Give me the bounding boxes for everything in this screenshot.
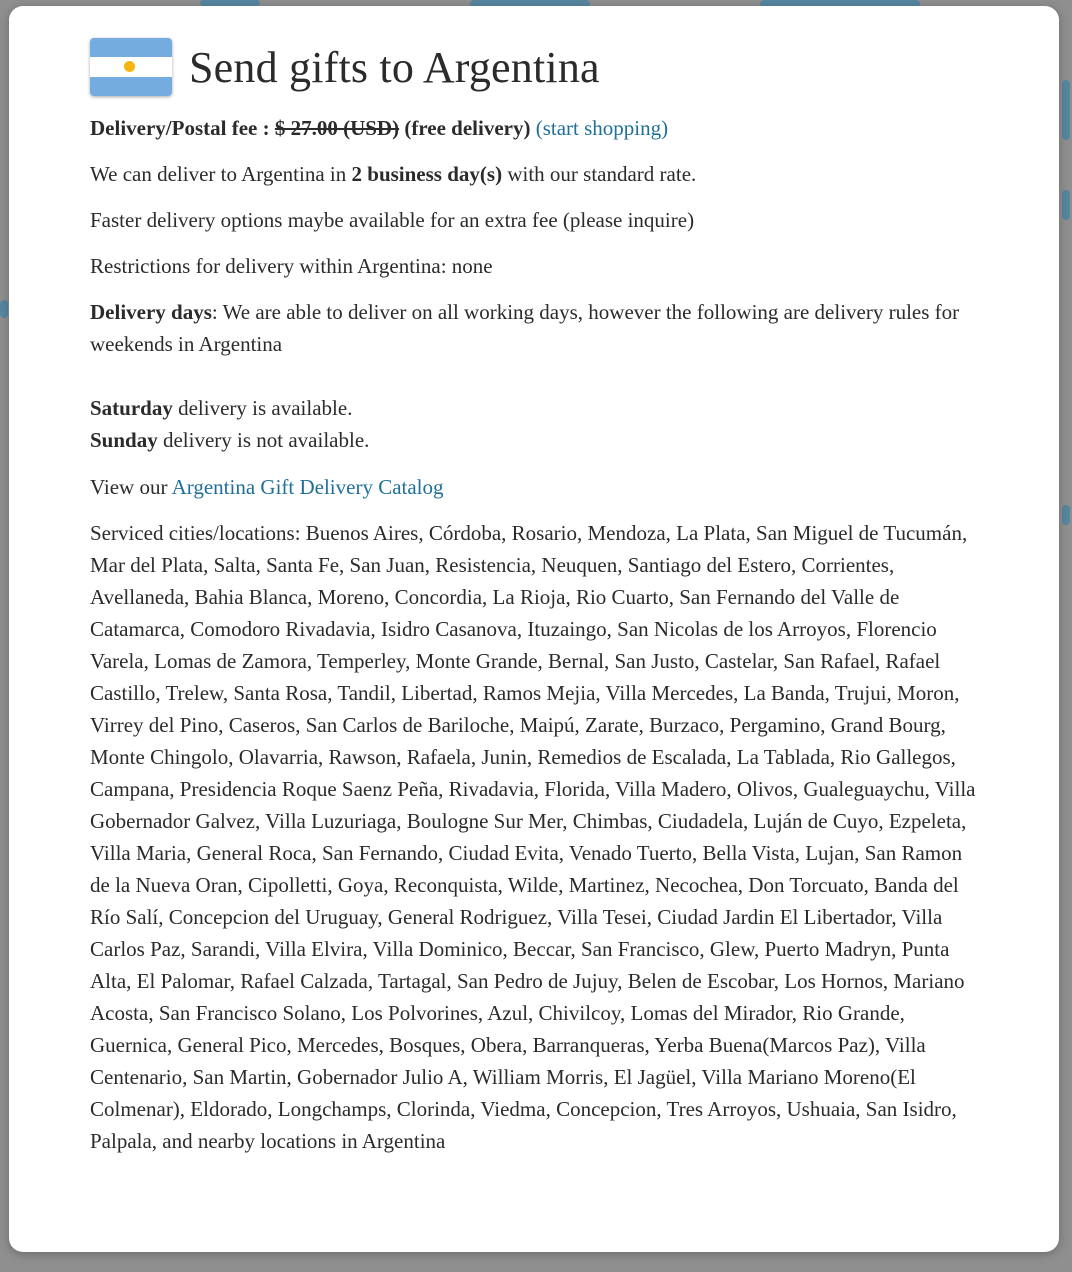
saturday-label: Saturday (90, 396, 173, 420)
business-days-count: 2 business day(s) (351, 162, 503, 186)
business-days-prefix: We can deliver to Argentina in (90, 162, 352, 186)
saturday-delivery-line (90, 392, 985, 424)
original-delivery-price: $ 27.00 (USD) (274, 116, 400, 140)
catalog-prefix: View our (90, 475, 172, 499)
paren-close: ) (661, 116, 669, 140)
faster-delivery-text: Faster delivery options maybe available for an extra fee (please inquire) (90, 208, 695, 232)
saturday-status: delivery is available. (172, 396, 353, 420)
start-shopping-link[interactable]: start shopping (542, 116, 662, 140)
sunday-status: delivery is not available. (157, 428, 370, 452)
delivery-days-text (90, 296, 985, 360)
business-days-line (90, 158, 985, 190)
flag-band-bottom (90, 77, 172, 96)
shipping-info-modal (9, 6, 1059, 1252)
background-decoration (1062, 80, 1070, 140)
background-decoration (0, 300, 8, 318)
sunday-delivery-line (90, 424, 985, 456)
argentina-flag-icon (90, 38, 172, 96)
paren-open: ( (535, 116, 543, 140)
flag-band-middle (90, 57, 172, 76)
spacer (90, 360, 985, 378)
modal-content (90, 32, 985, 1171)
spacer (90, 378, 985, 392)
delivery-days-label: Delivery days (90, 300, 212, 324)
flag-band-top (90, 38, 172, 57)
restrictions-text: Restrictions for delivery within Argentina: none (90, 254, 493, 278)
sunday-label: Sunday (90, 428, 158, 452)
flag-sun-icon (124, 61, 135, 72)
delivery-fee-label: Delivery/Postal fee : (90, 116, 270, 140)
serviced-cities-text: Serviced cities/locations: Buenos Aires, Córdoba, Rosario, Mendoza, La Plata, San Miguel de Tucumán, Mar del Plata, Salta, Santa Fe, San Juan, Resistencia, Neuquen, Santiago del Estero, Corrientes, Avellaneda, Bahia Blanca, Moreno, Concordia, La Rioja, Rio Cuarto, San Fernando del Valle de Catamarca, Comodoro Rivadavia, Isidro Casanova, Ituzaingo, San Nicolas de los Arroyos, Florencio Varela, Lomas de Zamora, Temperley, Monte Grande, Bernal, San Justo, Castelar, San Rafael, Rafael Castillo, Trelew, Santa Rosa, Tandil, Libertad, Ramos Mejia, Villa Mercedes, La Banda, Trujui, Moron, Virrey del Pino, Caseros, San Carlos de Bariloche, Maipú, Zarate, Burzaco, Pergamino, Grand Bourg, Monte Chingolo, Olavarria, Rawson, Rafaela, Junin, Remedios de Escalada, La Tablada, Rio Gallegos, Campana, Presidencia Roque Saenz Peña, Rivadavia, Florida, Villa Madero, Olivos, Gualeguaychu, Villa Gobernador Galvez, Villa Luzuriaga, Boulogne Sur Mer, Chimbas, Ciudadela, Luján de Cuyo, Ezpeleta, Villa Maria, General Roca, San Fernando, Ciudad Evita, Venado Tuerto, Bella Vista, Lujan, San Ramon de la Nueva Oran, Cipolletti, Goya, Reconquista, Wilde, Martinez, Necochea, Don Torcuato, Banda del Río Salí, Concepcion del Uruguay, General Rodriguez, Villa Tesei, Ciudad Jardin El Libertador, Villa Carlos Paz, Sarandi, Villa Elvira, Villa Dominico, Beccar, San Francisco, Glew, Puerto Madryn, Punta Alta, El Palomar, Rafael Calzada, Tartagal, San Pedro de Jujuy, Belen de Escobar, Los Hornos, Mariano Acosta, San Francisco Solano, Los Polvorines, Azul, Chivilcoy, Lomas del Mirador, Rio Grande, Guernica, General Pico, Mercedes, Bosques, Obera, Barranqueras, Yerba Buena(Marcos Paz), Villa Centenario, San Martin, Gobernador Julio A, William Morris, El Jagüel, Villa Mariano Moreno(El Colmenar), Eldorado, Longchamps, Clorinda, Viedma, Concepcion, Tres Arroyos, Ushuaia, San Isidro, Palpala, and nearby locations in Argentina (90, 521, 976, 1153)
title-row (90, 32, 985, 102)
business-days-suffix: with our standard rate. (502, 162, 697, 186)
delivery-fee-line (90, 112, 985, 144)
free-delivery-note: (free delivery) (404, 116, 531, 140)
catalog-link[interactable]: Argentina Gift Delivery Catalog (171, 475, 444, 499)
delivery-days-description: : We are able to deliver on all working days, however the following are delivery rules for weekends in Argentina (90, 300, 960, 356)
background-decoration (1062, 505, 1070, 525)
background-decoration (1062, 190, 1070, 220)
page-title: Send gifts to Argentina (189, 42, 600, 92)
catalog-line (90, 471, 985, 503)
